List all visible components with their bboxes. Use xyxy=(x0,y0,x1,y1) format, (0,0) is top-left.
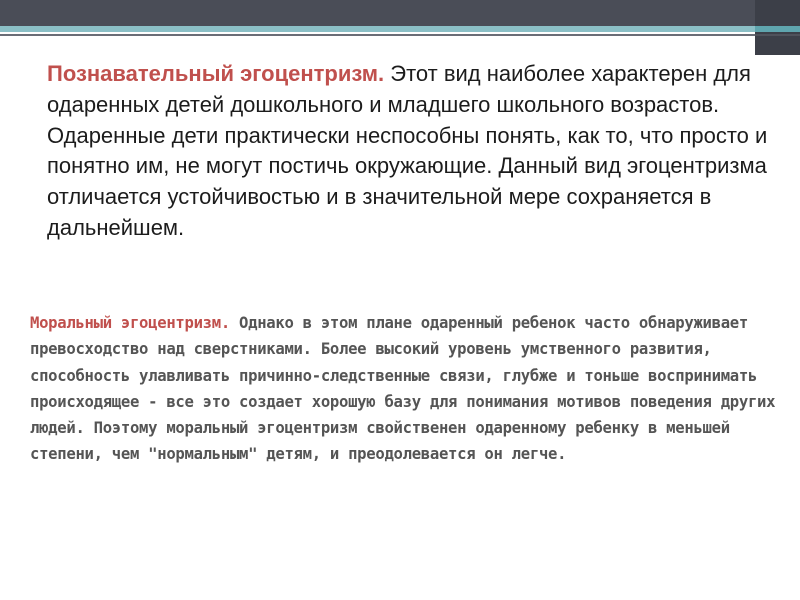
header-divider xyxy=(0,34,800,36)
header-accent-stripe xyxy=(0,26,800,32)
cognitive-egocentrism-heading: Познавательный эгоцентризм. xyxy=(47,61,385,86)
header-band xyxy=(0,0,800,26)
cognitive-egocentrism-paragraph xyxy=(47,59,782,244)
cognitive-egocentrism-text: Этот вид наиболее характерен для одаренных детей дошкольного и младшего школьного возрастов. Одаренные дети практически неспособны понять, как то, что просто и понятно им, не могут постичь окружающие. Данный вид эгоцентризма отличается устойчивостью и в значительной мере сохраняется в дальнейшем. xyxy=(47,61,768,240)
corner-accent-stripe xyxy=(755,26,800,32)
corner-divider xyxy=(755,34,800,36)
moral-egocentrism-text: Однако в этом плане одаренный ребенок часто обнаруживает превосходство над сверстниками. Более высокий уровень умственного развития, способность улавливать причинно-следственные связи, глубже и тоньше воспринимать происходящее - все это создает хорошую базу для понимания мотивов поведения других людей. Поэтому моральный эгоцентризм свойственен одаренному ребенку в меньшей степени, чем "нормальным" детям, и преодолевается он легче. xyxy=(30,314,776,464)
moral-egocentrism-heading: Моральный эгоцентризм. xyxy=(30,314,230,332)
moral-egocentrism-paragraph xyxy=(30,310,780,468)
